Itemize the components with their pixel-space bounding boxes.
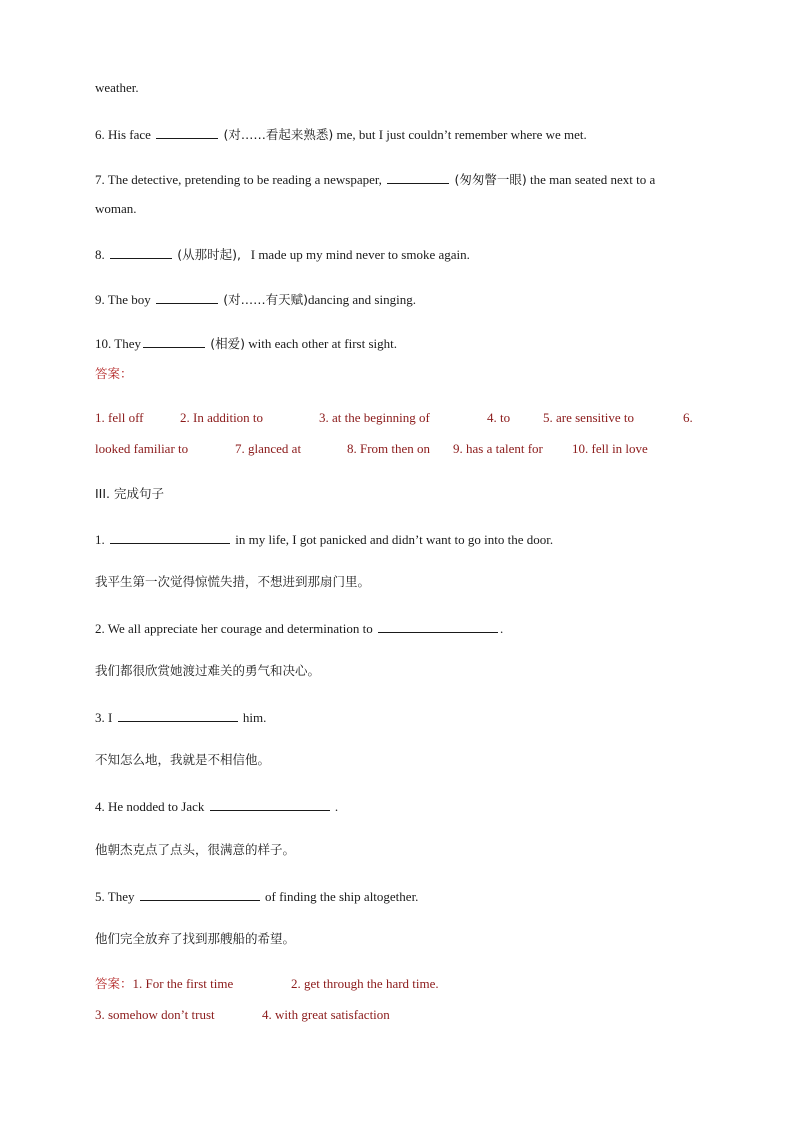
sentence-3: 3. I him.: [95, 710, 267, 725]
answer-item: looked familiar to: [95, 441, 189, 456]
answer-item: 4. with great satisfaction: [262, 1007, 390, 1022]
answer-blank: [156, 125, 218, 139]
answer-item: 1. fell off: [95, 410, 144, 425]
answer-item: 9. has a talent for: [453, 441, 543, 456]
answer-item: 1. For the first time: [132, 976, 234, 991]
answer-blank: [387, 170, 449, 184]
answer-item: 4. to: [487, 410, 511, 425]
sentence-5-translation: 他们完全放弃了找到那艘船的希望。: [95, 931, 296, 946]
question-10: 10. They (相爱) with each other at first sight.: [95, 336, 397, 351]
question-8: 8. (从那时起), I made up my mind never to smoke again.: [95, 247, 470, 262]
answer-label: 答案：: [95, 976, 133, 991]
sentence-1-translation: 我平生第一次觉得惊慌失措，不想进到那扇门里。: [95, 574, 371, 589]
answer-blank: [118, 708, 238, 722]
sentence-3-translation: 不知怎么地，我就是不相信他。: [95, 752, 271, 767]
answer-item: 5. are sensitive to: [543, 410, 634, 425]
sentence-1: 1. in my life, I got panicked and didn’t want to go into the door.: [95, 532, 554, 547]
answer-item: 2. get through the hard time.: [291, 976, 439, 991]
section-heading: III. 完成句子: [95, 486, 165, 501]
answer-blank: [143, 334, 205, 348]
answer-blank: [110, 530, 230, 544]
answer-blank: [156, 290, 218, 304]
answer-item: 10. fell in love: [572, 441, 648, 456]
answer-blank: [110, 245, 172, 259]
answer-label: 答案：: [95, 366, 133, 381]
answer-item: 3. at the beginning of: [319, 410, 430, 425]
answer-item: 6.: [683, 410, 693, 425]
question-7-continued: woman.: [95, 201, 137, 216]
answer-blank: [210, 797, 330, 811]
question-7: 7. The detective, pretending to be reading a newspaper, (匆匆瞥一眼) the man seated next to a: [95, 172, 656, 187]
sentence-5: 5. They of finding the ship altogether.: [95, 889, 419, 904]
answer-item: 7. glanced at: [235, 441, 302, 456]
question-9: 9. The boy (对……有天赋)dancing and singing.: [95, 292, 416, 307]
answer-item: 8. From then on: [347, 441, 431, 456]
answers-line-1: [95, 976, 233, 992]
sentence-2: 2. We all appreciate her courage and determination to .: [95, 621, 504, 636]
answer-item: 2. In addition to: [180, 410, 264, 425]
sentence-2-translation: 我们都很欣赏她渡过难关的勇气和决心。: [95, 663, 321, 678]
text-line: weather.: [95, 80, 139, 95]
sentence-4: 4. He nodded to Jack .: [95, 799, 339, 814]
sentence-4-translation: 他朝杰克点了点头，很满意的样子。: [95, 842, 296, 857]
answer-item: 3. somehow don’t trust: [95, 1007, 215, 1022]
answer-blank: [140, 887, 260, 901]
question-6: 6. His face (对……看起来熟悉) me, but I just couldn’t remember where we met.: [95, 127, 587, 142]
answer-blank: [378, 619, 498, 633]
